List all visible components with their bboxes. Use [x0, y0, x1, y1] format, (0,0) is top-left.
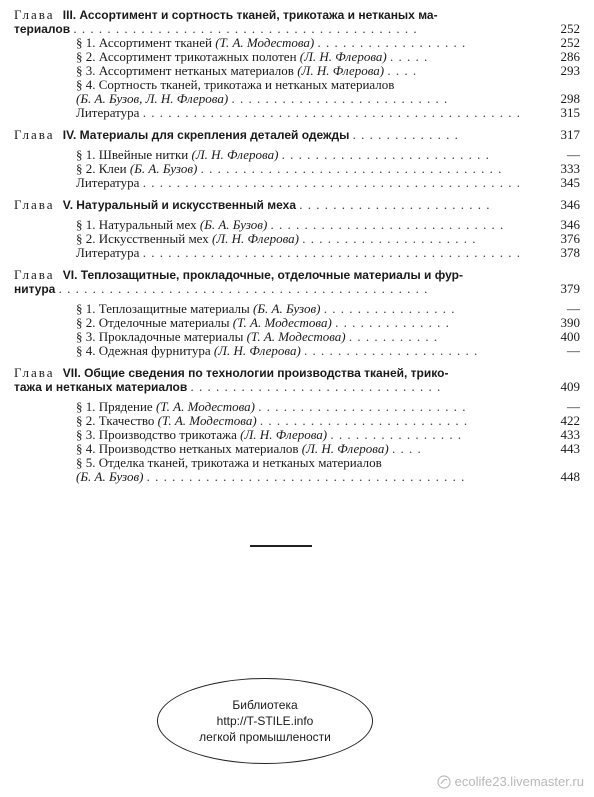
entry-author: (Л. Н. Флерова) — [191, 147, 279, 162]
chapter-title: Теплозащитные, прокладочные, отделочные материалы и фур- — [80, 268, 463, 282]
toc-entry — [0, 162, 594, 176]
stamp-line: легкой промышлености — [199, 730, 331, 744]
toc-entry — [0, 106, 594, 120]
entry-author: (Т. А. Модестова) — [246, 329, 346, 344]
toc-entry — [0, 470, 594, 484]
entry-text: § 2. Искусственный мех — [76, 231, 209, 246]
entry-author: (Л. Н. Флерова) — [301, 441, 389, 456]
chapter-number: V. — [62, 198, 74, 212]
entry-text: Литература — [76, 175, 140, 190]
page-number: 252 — [560, 35, 580, 50]
entry-author: (Б. А. Бузов) — [199, 217, 268, 232]
leader-dots: . . . . . . . . . . . . . . . . . . . . . — [304, 343, 479, 358]
page-number: 286 — [560, 49, 580, 64]
toc-entry — [0, 456, 594, 470]
page-number: — — [567, 301, 580, 316]
toc-entry — [0, 330, 594, 344]
entry-author: (Б. А. Бузов) — [253, 301, 321, 316]
toc-entry — [0, 36, 594, 50]
toc-entry — [0, 78, 594, 92]
entry-text: § 2. Клеи — [76, 161, 127, 176]
page-number: 315 — [560, 105, 580, 120]
chapter-heading — [0, 8, 594, 22]
chapter-heading — [0, 198, 594, 212]
toc-entry — [0, 218, 594, 232]
leader-dots: . . . . . . . . . . . . . . . . . . . . . . . . . . . . . . . . . . . . . . . . . . . . . — [142, 105, 521, 120]
leader-dots: . . . . . — [389, 49, 429, 64]
page-number: 298 — [560, 91, 580, 106]
toc-entry — [0, 92, 594, 106]
page-number: 448 — [560, 469, 580, 484]
chapter-7 — [0, 366, 594, 484]
toc-entry — [0, 64, 594, 78]
page-number: 443 — [560, 441, 580, 456]
chapter-label: Глава — [14, 365, 55, 380]
leader-dots: . . . . . . . . . . . . . . — [335, 315, 450, 330]
entry-text: § 1. Ассортимент тканей — [76, 35, 212, 50]
leader-dots: . . . . . . . . . . . . . . . . . . . . . . . . . . . . . . . . . . . . . . — [146, 469, 466, 484]
page-number: 376 — [560, 231, 580, 246]
entry-author: (Б. А. Бузов) — [129, 161, 198, 176]
leader-dots: . . . . . . . . . . . . . . . . . . . . . . . . . . . . . . — [190, 379, 442, 394]
chapter-title-cont: нитура — [14, 282, 56, 296]
chapter-number: III. — [62, 8, 77, 22]
leader-dots: . . . . . . . . . . . . . . . . . . . . . . . . . . . . . . . . . . . . — [200, 161, 503, 176]
chapter-5 — [0, 198, 594, 260]
leader-dots: . . . . . . . . . . . . . . . . . . . . . . . . . — [259, 413, 469, 428]
leader-dots: . . . . . . . . . . . . . . . . . . . . . . . . . — [258, 399, 467, 414]
entry-text: § 2. Ассортимент трикотажных полотен — [76, 49, 297, 64]
chapter-label: Глава — [14, 127, 55, 142]
entry-text: § 1. Натуральный мех — [76, 217, 197, 232]
chapter-title: Ассортимент и сортность тканей, трикотажа и нетканых ма- — [79, 8, 438, 22]
entry-text: § 4. Сортность тканей, трикотажа и нетканых материалов — [76, 77, 395, 92]
leader-dots: . . . . . . . . . . . . . — [352, 127, 459, 142]
entry-text: § 3. Производство трикотажа — [76, 427, 237, 442]
leader-dots: . . . . . . . . . . . . . . . . . . . . . . . — [299, 197, 491, 212]
entry-author: (Б. А. Бузов) — [76, 469, 144, 484]
entry-text: § 1. Прядение — [76, 399, 153, 414]
entry-text: § 1. Швейные нитки — [76, 147, 189, 162]
entry-author: (Т. А. Модестова) — [155, 399, 255, 414]
entry-text: § 2. Отделочные материалы — [76, 315, 230, 330]
toc-entry — [0, 400, 594, 414]
chapter-heading-cont — [0, 22, 594, 36]
watermark-icon — [437, 775, 451, 789]
entry-text: § 5. Отделка тканей, трикотажа и нетканых материалов — [76, 455, 382, 470]
chapter-4 — [0, 128, 594, 190]
leader-dots: . . . . . . . . . . . . . . . . . . . . . . . . . . . . . . . . . . . . . . . . . — [73, 21, 418, 36]
entry-text: § 3. Прокладочные материалы — [76, 329, 244, 344]
library-stamp — [157, 678, 373, 764]
page-number: 252 — [560, 21, 580, 36]
entry-author: (Л. Н. Флерова) — [299, 49, 387, 64]
chapter-label: Глава — [14, 197, 55, 212]
chapter-heading — [0, 366, 594, 380]
page-number: 317 — [560, 127, 580, 142]
toc-entry — [0, 442, 594, 456]
entry-text: Литература — [76, 105, 140, 120]
page-number: 346 — [560, 217, 580, 232]
chapter-heading-cont — [0, 282, 594, 296]
chapter-title-cont: тажа и нетканых материалов — [14, 380, 188, 394]
page-number: 333 — [560, 161, 580, 176]
leader-dots: . . . . . . . . . . . . . . . . . . . . . . . . . — [281, 147, 490, 162]
entry-text: § 2. Ткачество — [76, 413, 155, 428]
toc-entry — [0, 428, 594, 442]
entry-author: (Л. Н. Флерова) — [240, 427, 328, 442]
entry-author: (Т. А. Модестова) — [232, 315, 332, 330]
leader-dots: . . . . . . . . . . . . . . . . — [323, 301, 456, 316]
chapter-number: IV. — [62, 128, 77, 142]
page-number: 378 — [560, 245, 580, 260]
entry-author: (Т. А. Модестова) — [215, 35, 315, 50]
entry-text: § 4. Производство нетканых материалов — [76, 441, 299, 456]
leader-dots: . . . . . . . . . . . . . . . . . . . . . . . . . . . . . . . . . . . . . . . . . . . . . — [142, 175, 521, 190]
leader-dots: . . . . . . . . . . . . . . . . . . . . . . . . . . . . . . . . . . . . . . . . . . . . — [58, 281, 429, 296]
chapter-label: Глава — [14, 267, 55, 282]
page-number: — — [567, 343, 580, 358]
leader-dots: . . . . . . . . . . . . . . . . . . — [317, 35, 467, 50]
entry-author: (Л. Н. Флерова) — [213, 343, 301, 358]
watermark — [437, 774, 584, 789]
entry-text: § 3. Ассортимент нетканых материалов — [76, 63, 294, 78]
leader-dots: . . . . — [391, 441, 422, 456]
chapter-title-cont: териалов — [14, 22, 71, 36]
chapter-label: Глава — [14, 7, 55, 22]
toc-entry — [0, 148, 594, 162]
chapter-heading — [0, 128, 594, 142]
separator-rule — [250, 545, 312, 547]
chapter-heading-cont — [0, 380, 594, 394]
chapter-number: VI. — [62, 268, 78, 282]
leader-dots: . . . . . . . . . . . . . . . . — [330, 427, 463, 442]
watermark-text: ecolife23.livemaster.ru — [454, 774, 584, 789]
leader-dots: . . . . . . . . . . . . . . . . . . . . . . . . . . — [231, 91, 449, 106]
chapter-title: Натуральный и искусственный меха — [76, 198, 296, 212]
leader-dots: . . . . . . . . . . . . . . . . . . . . . . . . . . . . . . . . . . . . . . . . . . . . . — [142, 245, 521, 260]
chapter-6 — [0, 268, 594, 358]
page-number: 422 — [560, 413, 580, 428]
page-number: 346 — [560, 197, 580, 212]
leader-dots: . . . . . . . . . . . . . . . . . . . . . . . . . . . . — [270, 217, 505, 232]
toc-entry — [0, 232, 594, 246]
page-number: 345 — [560, 175, 580, 190]
stamp-line: Библиотека — [232, 698, 298, 712]
entry-text: § 1. Теплозащитные материалы — [76, 301, 250, 316]
leader-dots: . . . . — [387, 63, 418, 78]
toc-entry — [0, 344, 594, 358]
page-number: 400 — [560, 329, 580, 344]
page-number: — — [567, 147, 580, 162]
toc-entry — [0, 176, 594, 190]
page-number: — — [567, 399, 580, 414]
chapter-number: VII. — [62, 366, 81, 380]
toc-entry — [0, 50, 594, 64]
toc-entry — [0, 414, 594, 428]
entry-author: (Т. А. Модестова) — [157, 413, 257, 428]
page-number: 293 — [560, 63, 580, 78]
chapter-heading — [0, 268, 594, 282]
toc-entry — [0, 302, 594, 316]
leader-dots: . . . . . . . . . . . — [348, 329, 439, 344]
chapter-3 — [0, 8, 594, 120]
leader-dots: . . . . . . . . . . . . . . . . . . . . . — [302, 231, 477, 246]
page-number: 379 — [560, 281, 580, 296]
chapter-title: Общие сведения по технологии производства тканей, трико- — [84, 366, 449, 380]
entry-author: (Л. Н. Флерова) — [297, 63, 385, 78]
toc-entry — [0, 316, 594, 330]
entry-text: Литература — [76, 245, 140, 260]
stamp-url: http://T-STILE.info — [216, 714, 314, 728]
table-of-contents — [0, 8, 594, 492]
entry-author: (Б. А. Бузов, Л. Н. Флерова) — [76, 91, 229, 106]
toc-entry — [0, 246, 594, 260]
entry-text: § 4. Одежная фурнитура — [76, 343, 211, 358]
entry-author: (Л. Н. Флерова) — [212, 231, 299, 246]
page-number: 409 — [560, 379, 580, 394]
chapter-title: Материалы для скрепления деталей одежды — [79, 128, 350, 142]
page-number: 390 — [560, 315, 580, 330]
page-number: 433 — [560, 427, 580, 442]
